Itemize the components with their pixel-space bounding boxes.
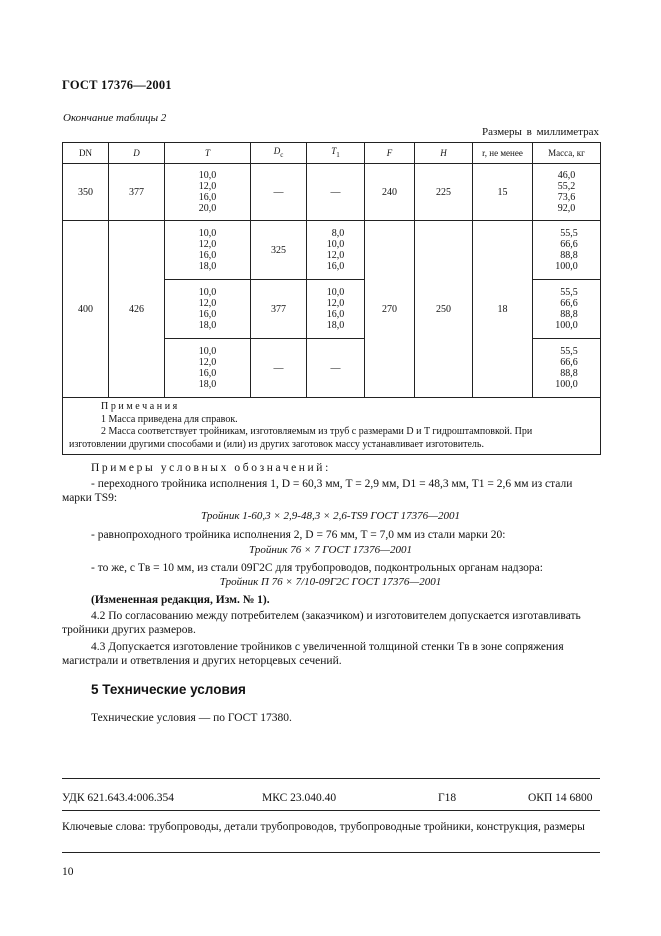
col-mass: Масса, кг: [533, 143, 601, 164]
page-number: 10: [62, 866, 74, 878]
cell-t: 10,0 12,0 16,0 18,0: [165, 280, 251, 339]
cell-r: 15: [473, 164, 533, 221]
example-2-code: Тройник 76 × 7 ГОСТ 17376—2001: [249, 544, 412, 556]
cell-dc: 377: [251, 280, 307, 339]
example-3-code: Тройник П 76 × 7/10-09Г2С ГОСТ 17376—2001: [219, 576, 442, 588]
table-row: [63, 221, 601, 280]
cell-t1: 8,0 10,0 12,0 16,0: [307, 221, 365, 280]
cell-mass: 46,0 55,2 73,6 92,0: [533, 164, 601, 221]
example-3: - то же, с Tв = 10 мм, из стали 09Г2С для трубопроводов, подконтрольных органам надзора:: [91, 562, 543, 574]
cell-t: 10,0 12,0 16,0 18,0: [165, 221, 251, 280]
cell-mass: 55,5 66,6 88,8 100,0: [533, 339, 601, 398]
cell-mass: 55,5 66,6 88,8 100,0: [533, 221, 601, 280]
section-5-text: Технические условия — по ГОСТ 17380.: [91, 712, 292, 724]
keywords: Ключевые слова: трубопроводы, детали трубопроводов, трубопроводные тройники, конструкция, размеры: [62, 821, 585, 833]
cell-d: 426: [109, 221, 165, 398]
okp-code: ОКП 14 6800: [528, 792, 593, 804]
footer-divider-3: [62, 852, 600, 853]
example-1: - переходного тройника исполнения 1, D = 60,3 мм, T = 2,9 мм, D1 = 48,3 мм, T1 = 2,6 мм из стали марки TS9:: [62, 478, 573, 504]
cell-t1: —: [307, 164, 365, 221]
examples-heading: Примеры условных обозначений:: [91, 462, 331, 474]
col-dc: $D_c$: [251, 143, 307, 164]
col-h: H: [415, 143, 473, 164]
example-1-code: Тройник 1-60,3 × 2,9-48,3 × 2,6-TS9 ГОСТ 17376—2001: [201, 510, 460, 522]
cell-dn: 400: [63, 221, 109, 398]
paragraph-4-2: 4.2 По согласованию между потребителем (заказчиком) и изготовителем допускается изготавливать тройники других размеров.: [62, 610, 581, 636]
col-t: T: [165, 143, 251, 164]
notes-heading: Примечания: [101, 401, 180, 412]
cell-f: 240: [365, 164, 415, 221]
table-notes-row: [63, 398, 601, 455]
cell-t1: 10,0 12,0 16,0 18,0: [307, 280, 365, 339]
group-code: Г18: [438, 792, 457, 804]
col-dn: DN: [63, 143, 109, 164]
cell-t1: —: [307, 339, 365, 398]
example-2: - равнопроходного тройника исполнения 2, D = 76 мм, T = 7,0 мм из стали марки 20:: [91, 529, 506, 541]
mks-code: МКС 23.040.40: [262, 792, 337, 804]
section-5-title: 5 Технические условия: [91, 682, 246, 697]
cell-f: 270: [365, 221, 415, 398]
footer-divider-2: [62, 810, 600, 811]
cell-h: 225: [415, 164, 473, 221]
cell-d: 377: [109, 164, 165, 221]
note-2: 2 Масса соответствует тройникам, изготовляемым из труб с размерами D и T гидроштамповкой. При изготовлении другими способами и (или) из других заготовок массу устанавливает изготовитель.: [69, 426, 533, 450]
col-t1: $T_1$: [307, 143, 365, 164]
note-1: 1 Масса приведена для справок.: [101, 413, 238, 425]
cell-t: 10,0 12,0 16,0 18,0: [165, 339, 251, 398]
cell-r: 18: [473, 221, 533, 398]
col-r: r, не менее: [473, 143, 533, 164]
cell-t: 10,0 12,0 16,0 20,0: [165, 164, 251, 221]
amendment-note: (Измененная редакция, Изм. № 1).: [91, 594, 270, 606]
document-header: ГОСТ 17376—2001: [62, 78, 172, 92]
cell-dn: 350: [63, 164, 109, 221]
table-row: [63, 164, 601, 221]
table-caption: Окончание таблицы 2: [63, 112, 167, 124]
table-notes: [63, 398, 601, 455]
cell-mass: 55,5 66,6 88,8 100,0: [533, 280, 601, 339]
cell-h: 250: [415, 221, 473, 398]
col-f: F: [365, 143, 415, 164]
cell-dc: 325: [251, 221, 307, 280]
udk-code: УДК 621.643.4:006.354: [62, 792, 174, 804]
paragraph-4-3: 4.3 Допускается изготовление тройников с увеличенной толщиной стенки Tв в зоне сопряжения магистрали и ответвления и других неторцевых сечений.: [62, 641, 564, 667]
dimensions-table: [62, 142, 601, 455]
units-note: Размеры в миллиметрах: [482, 126, 599, 138]
table-header-row: [63, 143, 601, 164]
col-d: D: [109, 143, 165, 164]
footer-divider: [62, 778, 600, 779]
cell-dc: —: [251, 164, 307, 221]
cell-dc: —: [251, 339, 307, 398]
